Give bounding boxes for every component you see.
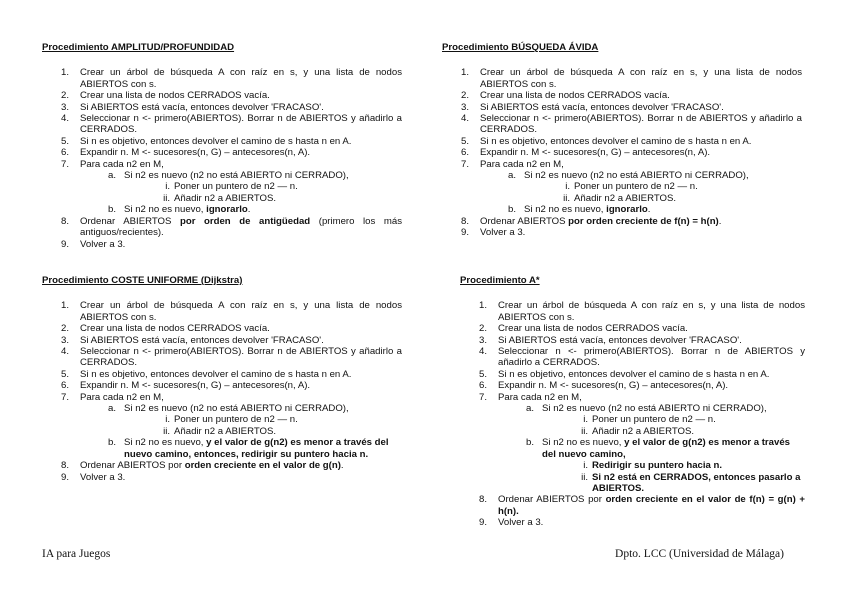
step-2: 2. Crear una lista de nodos CERRADOS vacía.: [479, 323, 688, 335]
step-7a-i: i. Poner un puntero de n2 — n.: [165, 181, 298, 193]
step-3: 3. Si ABIERTOS está vacía, entonces devolver 'FRACASO'.: [61, 101, 324, 113]
step-7a-ii: ii. Añadir n2 a ABIERTOS.: [163, 192, 277, 204]
step-3: 3. Si ABIERTOS está vacía, entonces devolver 'FRACASO'.: [61, 334, 324, 346]
step-7b-i: i. Redirigir su puntero hacia n.: [583, 460, 723, 472]
step-9: 9. Volver a 3.: [61, 238, 126, 250]
step-7a: a. Si n2 es nuevo (n2 no está ABIERTO ni CERRADO),: [526, 403, 767, 415]
step-7: 7. Para cada n2 en M,: [61, 158, 164, 170]
step-5: 5. Si n es objetivo, entonces devolver el camino de s hasta n en A.: [61, 368, 352, 380]
step-7b: b. Si n2 no es nuevo, y el valor de g(n2) es menor a través del nuevo camino,: [526, 437, 790, 460]
procedure-title: Procedimiento BÚSQUEDA ÁVIDA: [442, 42, 599, 53]
step-1: 1. Crear un árbol de búsqueda A con raíz en s, y una lista de nodos ABIERTOS con s.: [61, 300, 402, 323]
step-8: 8. Ordenar ABIERTOS por orden de antigüedad (primero los más antiguos/recientes).: [61, 215, 402, 239]
step-2: 2. Crear una lista de nodos CERRADOS vacía.: [61, 323, 270, 335]
step-5: 5. Si n es objetivo, entonces devolver el camino de s hasta n en A.: [61, 135, 352, 147]
step-7: 7. Para cada n2 en M,: [479, 391, 582, 403]
step-7a-ii: ii. Añadir n2 a ABIERTOS.: [581, 425, 695, 437]
step-4: 4. Seleccionar n <- primero(ABIERTOS). Borrar n de ABIERTOS y añadirlo a CERRADOS.: [461, 113, 802, 136]
step-7b: b. Si n2 no es nuevo, y el valor de g(n2) es menor a través del nuevo camino, entonces, redirigir su puntero hacia n.: [108, 437, 389, 460]
procedure-coste-uniforme: [42, 275, 402, 483]
step-7a: a. Si n2 es nuevo (n2 no está ABIERTO ni CERRADO),: [108, 403, 349, 415]
step-6: 6. Expandir n. M <- sucesores(n, G) – antecesores(n, A).: [461, 147, 711, 159]
step-7b-ii: ii. Si n2 está en CERRADOS, entonces pasarlo a ABIERTOS.: [581, 471, 801, 494]
procedure-a-star: [460, 275, 805, 529]
step-8: 8. Ordenar ABIERTOS por orden creciente en el valor de f(n) = g(n) + h(n).: [479, 494, 805, 517]
step-7: 7. Para cada n2 en M,: [61, 391, 164, 403]
footer-course: IA para Juegos: [42, 548, 111, 560]
step-7b: b. Si n2 no es nuevo, ignorarlo.: [508, 204, 651, 216]
step-3: 3. Si ABIERTOS está vacía, entonces devolver 'FRACASO'.: [461, 101, 724, 113]
step-1: 1. Crear un árbol de búsqueda A con raíz en s, y una lista de nodos ABIERTOS con s.: [61, 67, 402, 90]
step-1: 1. Crear un árbol de búsqueda A con raíz en s, y una lista de nodos ABIERTOS con s.: [461, 67, 802, 90]
step-3: 3. Si ABIERTOS está vacía, entonces devolver 'FRACASO'.: [479, 334, 742, 346]
step-8: 8. Ordenar ABIERTOS por orden creciente en el valor de g(n).: [61, 460, 344, 472]
step-6: 6. Expandir n. M <- sucesores(n, G) – antecesores(n, A).: [61, 380, 311, 392]
step-8: 8. Ordenar ABIERTOS por orden creciente de f(n) = h(n).: [461, 215, 722, 227]
step-9: 9. Volver a 3.: [61, 471, 126, 483]
step-1: 1. Crear un árbol de búsqueda A con raíz en s, y una lista de nodos ABIERTOS con s.: [479, 300, 805, 323]
step-6: 6. Expandir n. M <- sucesores(n, G) – antecesores(n, A).: [479, 380, 729, 392]
procedure-title: Procedimiento COSTE UNIFORME (Dijkstra): [42, 275, 243, 286]
step-7a: a. Si n2 es nuevo (n2 no está ABIERTO ni CERRADO),: [108, 170, 349, 182]
step-7b: b. Si n2 no es nuevo, ignorarlo.: [108, 204, 251, 216]
step-5: 5. Si n es objetivo, entonces devolver el camino de s hasta n en A.: [461, 135, 752, 147]
procedure-busqueda-avida: [442, 42, 802, 239]
step-7a-ii: ii. Añadir n2 a ABIERTOS.: [163, 425, 277, 437]
step-7: 7. Para cada n2 en M,: [461, 158, 564, 170]
procedure-title: Procedimiento AMPLITUD/PROFUNDIDAD: [42, 42, 235, 53]
step-9: 9. Volver a 3.: [461, 227, 526, 239]
procedure-title: Procedimiento A*: [460, 275, 540, 286]
procedure-amplitud: [42, 42, 402, 250]
step-7a-ii: ii. Añadir n2 a ABIERTOS.: [563, 192, 677, 204]
step-7a-i: i. Poner un puntero de n2 — n.: [565, 181, 698, 193]
footer-department: Dpto. LCC (Universidad de Málaga): [615, 548, 784, 560]
step-4: 4. Seleccionar n <- primero(ABIERTOS). Borrar n de ABIERTOS y añadirlo a CERRADOS.: [61, 113, 402, 136]
step-4: 4. Seleccionar n <- primero(ABIERTOS). Borrar n de ABIERTOS y añadirlo a CERRADOS.: [61, 346, 402, 369]
step-2: 2. Crear una lista de nodos CERRADOS vacía.: [61, 90, 270, 102]
step-6: 6. Expandir n. M <- sucesores(n, G) – antecesores(n, A).: [61, 147, 311, 159]
step-7a-i: i. Poner un puntero de n2 — n.: [583, 414, 716, 426]
step-5: 5. Si n es objetivo, entonces devolver el camino de s hasta n en A.: [479, 368, 770, 380]
step-7a-i: i. Poner un puntero de n2 — n.: [165, 414, 298, 426]
step-2: 2. Crear una lista de nodos CERRADOS vacía.: [461, 90, 670, 102]
step-4: 4. Seleccionar n <- primero(ABIERTOS). Borrar n de ABIERTOS y añadirlo a CERRADOS.: [479, 346, 805, 369]
step-9: 9. Volver a 3.: [479, 517, 544, 529]
step-7a: a. Si n2 es nuevo (n2 no está ABIERTO ni CERRADO),: [508, 170, 749, 182]
